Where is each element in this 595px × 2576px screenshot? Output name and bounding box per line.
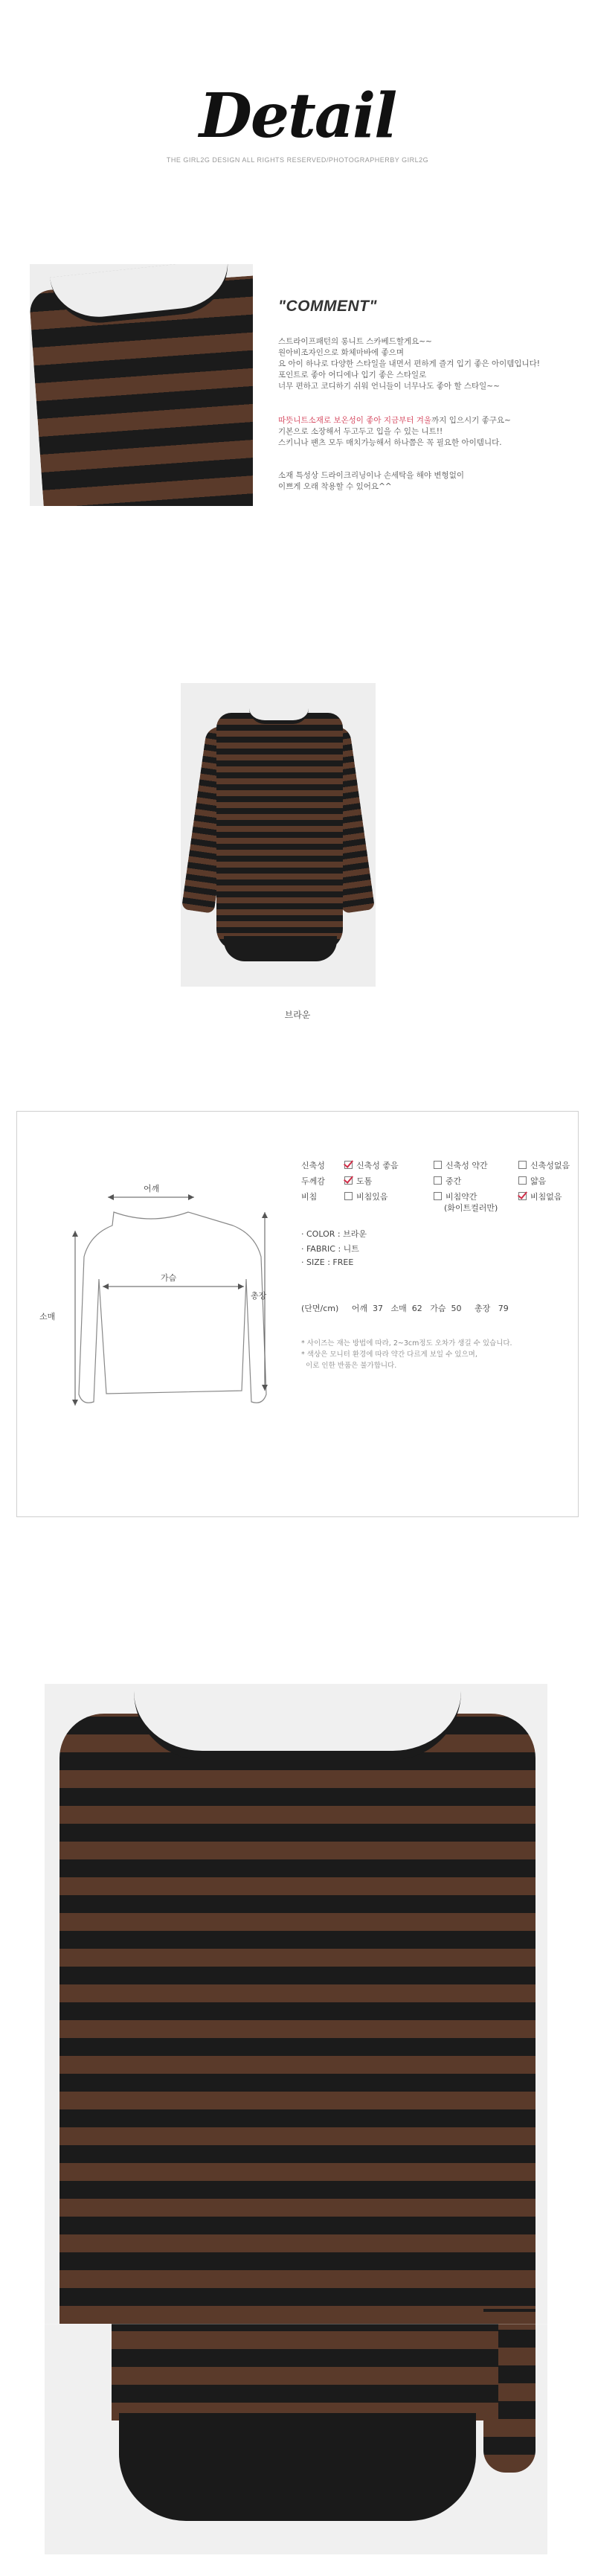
option-label: 두께감	[301, 1176, 325, 1186]
option-item	[434, 1191, 477, 1202]
fabric-info: · FABRIC : 니트	[301, 1244, 359, 1254]
color-caption: 브라운	[284, 1010, 311, 1020]
checkbox-checked	[344, 1176, 353, 1185]
option-text: 비침약간	[446, 1192, 477, 1202]
option-subtext: (화이트컬러만)	[444, 1203, 498, 1213]
photo-lower	[45, 2324, 547, 2554]
arrow-head	[103, 1284, 109, 1289]
option-text: 얇음	[530, 1176, 547, 1186]
option-item	[344, 1191, 388, 1202]
comment-paragraph-3	[278, 470, 576, 493]
comment-paragraph-1	[278, 336, 576, 392]
sweater-hem	[224, 936, 337, 961]
comment-line: 기본으로 소장해서 두고두고 입을 수 있는 니트!!	[278, 427, 443, 436]
comment-line: 스트라이프패턴의 롱니트 스카베드할게요~~	[278, 337, 432, 346]
copyright-subtitle: THE GIRL2G DESIGN ALL RIGHTS RESERVED/PHOTOGRAPHERBY GIRL2G	[166, 156, 429, 164]
color-info: · COLOR : 브라운	[301, 1229, 367, 1239]
garment-outline	[79, 1212, 266, 1403]
comment-line: 요 아이 하나로 다양한 스타일을 내면서 편하게 즐겨 입기 좋은 아이템입니다!	[278, 359, 541, 368]
comment-text: 까지 입으시기 좋구요~	[431, 416, 511, 425]
arrow-head	[262, 1385, 268, 1391]
option-text: 신축성 약간	[446, 1161, 488, 1170]
option-text: 비침없음	[530, 1192, 562, 1202]
product-detail-photo	[45, 1684, 547, 2554]
checkbox	[434, 1176, 442, 1185]
sweater-body	[60, 1714, 536, 2324]
photo-upper	[45, 1684, 547, 2324]
arrow-head	[72, 1400, 78, 1406]
comment-line	[278, 415, 576, 426]
arrow-head	[72, 1231, 78, 1237]
option-label: 비침	[301, 1192, 318, 1202]
option-text: 비침있음	[356, 1192, 388, 1202]
comment-heading: "COMMENT"	[278, 298, 377, 315]
option-row-thickness	[301, 1175, 569, 1190]
sweater-hem	[119, 2413, 476, 2521]
checkbox	[434, 1192, 442, 1200]
sweater-body	[216, 713, 343, 951]
option-text: 중간	[446, 1176, 462, 1186]
product-closeup-photo	[30, 264, 253, 506]
checkbox	[344, 1192, 353, 1200]
chest-label: 가슴	[161, 1273, 177, 1283]
comment-paragraph-2	[278, 415, 576, 449]
option-text: 신축성없음	[530, 1161, 570, 1170]
option-item	[434, 1175, 461, 1187]
comment-line: 너무 편하고 코디하기 쉬워 언니들이 너무나도 좋아 할 스타일~~	[278, 382, 500, 391]
option-item	[518, 1191, 562, 1202]
comment-line: 소재 특성상 드라이크리닝이나 손세탁을 해야 변형없이	[278, 471, 464, 480]
length-label: 총장	[251, 1291, 267, 1301]
checkbox	[518, 1161, 527, 1169]
photo-divider	[45, 2324, 547, 2325]
option-item	[518, 1159, 570, 1171]
option-item	[434, 1159, 488, 1171]
sweater-lower-body	[112, 2324, 498, 2420]
option-text: 도톰	[356, 1176, 373, 1186]
comment-line: 원아비조자인으로 화체마바에 좋으며	[278, 348, 404, 357]
sleeve-label: 소매	[39, 1312, 56, 1321]
option-label: 신축성	[301, 1161, 325, 1170]
page-title: Detail	[199, 80, 396, 152]
sweater-neckline	[134, 1691, 461, 1760]
note-line: * 사이즈는 재는 방법에 따라, 2~3cm정도 오차가 생길 수 있습니다.	[301, 1339, 512, 1348]
comment-line: 스키니나 팬츠 모두 매치가능해서 하나쯤은 꼭 필요한 아이템니다.	[278, 438, 502, 447]
size-diagram	[25, 1138, 277, 1450]
checkbox	[518, 1176, 527, 1185]
option-item	[518, 1175, 546, 1187]
comment-line: 이쁘게 오래 착용할 수 있어요^^	[278, 482, 392, 491]
size-spec-box	[16, 1111, 579, 1517]
comment-line: 포인트로 좋아 어디에나 입기 좋은 스타일로	[278, 371, 427, 379]
note-line: * 색상은 모니터 환경에 따라 약간 다르게 보일 수 있으며,	[301, 1351, 477, 1359]
product-full-photo	[181, 683, 376, 987]
highlight-text: 따뜻니트소재로 보온성이 좋아 지금부터 겨울	[278, 416, 432, 425]
size-info: · SIZE : FREE	[301, 1257, 354, 1267]
option-row-stretch	[301, 1159, 569, 1174]
measurements: (단면/cm) 어깨 37 소매 62 가슴 50 총장 79	[301, 1304, 509, 1313]
option-item	[344, 1175, 372, 1187]
option-row-sheer	[301, 1191, 569, 1216]
arrow-head	[238, 1284, 244, 1289]
checkbox-checked	[518, 1192, 527, 1200]
arrow-head	[108, 1194, 114, 1200]
option-item	[344, 1159, 399, 1171]
arrow-head	[262, 1212, 268, 1218]
sweater-neckline	[249, 708, 309, 724]
option-text: 신축성 좋음	[356, 1161, 399, 1170]
arrow-head	[188, 1194, 194, 1200]
checkbox	[434, 1161, 442, 1169]
checkbox-checked	[344, 1161, 353, 1169]
shoulder-label: 어깨	[144, 1184, 160, 1194]
note-line: 이로 인한 반품은 불가합니다.	[301, 1362, 397, 1370]
